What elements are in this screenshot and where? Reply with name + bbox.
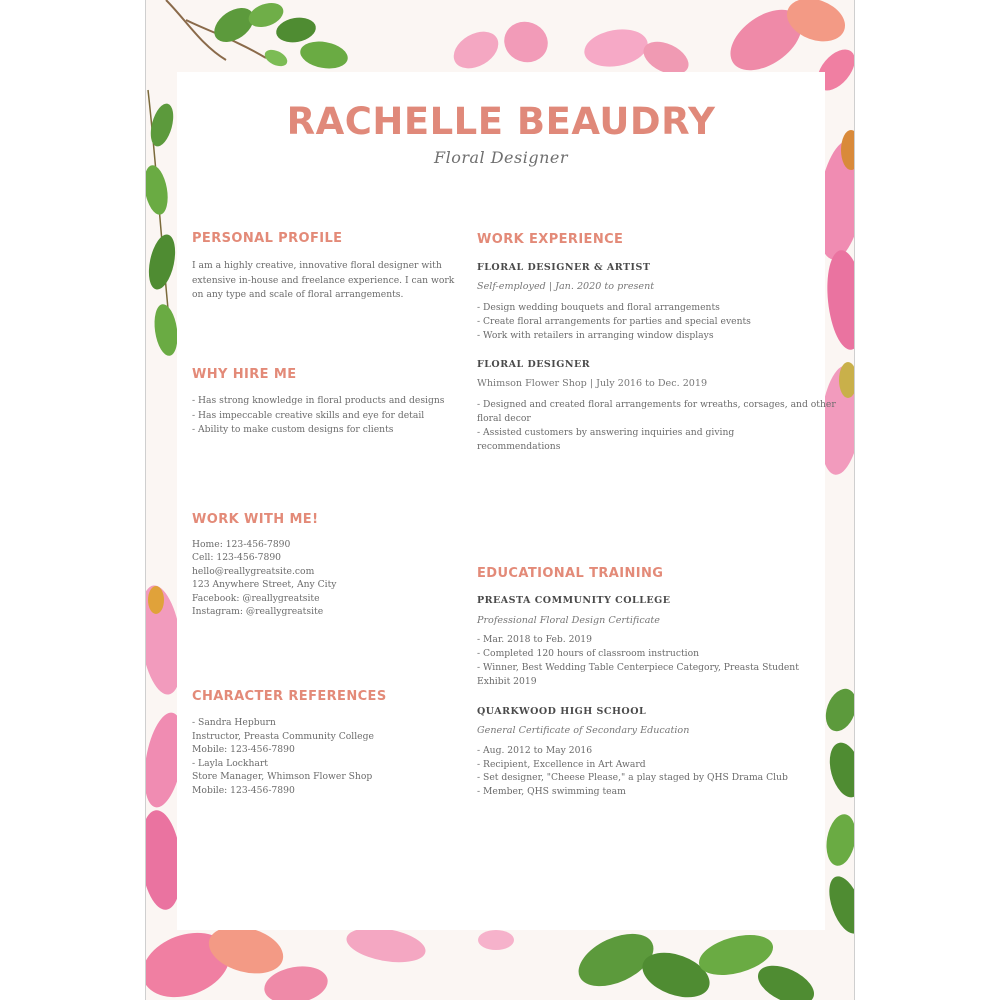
detail-line: - Member, QHS swimming team [477, 785, 626, 797]
contact-address: 123 Anywhere Street, Any City [192, 579, 337, 591]
contact-facebook: Facebook: @reallygreatsite [192, 592, 320, 604]
right-leaves [820, 685, 855, 938]
resume-card [177, 72, 836, 930]
detail-line: - Mar. 2018 to Feb. 2019 [477, 634, 592, 645]
school-details [477, 633, 799, 689]
detail-line: - Completed 120 hours of classroom instruction [477, 648, 700, 659]
reference-line: Mobile: 123-456-7890 [192, 784, 295, 796]
candidate-name: RACHELLE BEAUDRY [286, 100, 716, 143]
work-with-me-heading: WORK WITH ME! [192, 512, 319, 527]
candidate-title: Floral Designer [433, 148, 569, 167]
contact-cell-phone: Cell: 123-456-7890 [192, 552, 282, 564]
detail-line: Exhibit 2019 [477, 676, 537, 687]
contact-email: hello@reallygreatsite.com [192, 565, 315, 577]
work-experience-heading: WORK EXPERIENCE [477, 232, 624, 247]
personal-profile-text [192, 259, 454, 303]
job-subtitle: Self-employed | Jan. 2020 to present [477, 281, 655, 292]
reference-line: - Layla Lockhart [192, 757, 268, 769]
character-references-heading: CHARACTER REFERENCES [192, 689, 387, 704]
why-hire-me-heading: WHY HIRE ME [192, 367, 297, 382]
school-name: PREASTA COMMUNITY COLLEGE [477, 595, 671, 606]
job-title: FLORAL DESIGNER & ARTIST [477, 262, 651, 273]
reference-line: Instructor, Preasta Community College [192, 730, 374, 742]
job-duties [477, 301, 751, 343]
why-hire-me-list [192, 394, 445, 438]
reference-line: Mobile: 123-456-7890 [192, 744, 295, 755]
duty-line: floral decor [477, 413, 531, 424]
detail-line: - Recipient, Excellence in Art Award [477, 758, 646, 770]
educational-training-heading: EDUCATIONAL TRAINING [477, 566, 664, 581]
bottom-floral [146, 919, 820, 1000]
contact-home-phone: Home: 123-456-7890 [192, 539, 291, 550]
detail-line: - Set designer, "Cheese Please," a play staged by QHS Drama Club [477, 772, 788, 783]
duty-line: - Design wedding bouquets and floral arrangements [477, 302, 720, 313]
list-item: - Ability to make custom designs for clients [192, 424, 394, 435]
duty-line: - Create floral arrangements for parties and special events [477, 316, 751, 327]
school-credential: General Certificate of Secondary Education [477, 725, 690, 736]
reference-line: - Sandra Hepburn [192, 717, 276, 728]
duty-line: - Designed and created floral arrangements for wreaths, corsages, and other [477, 399, 836, 410]
detail-line: - Aug. 2012 to May 2016 [477, 745, 593, 756]
school-details [477, 744, 788, 798]
contact-details [192, 538, 336, 618]
contact-instagram: Instagram: @reallygreatsite [192, 606, 324, 618]
duty-line: recommendations [477, 441, 561, 452]
profile-line: on any type and scale of floral arrangements. [192, 289, 404, 300]
left-leaves [146, 90, 181, 357]
references-list [192, 716, 374, 797]
list-item: - Has strong knowledge in floral products and designs [192, 395, 445, 406]
job-title: FLORAL DESIGNER [477, 359, 591, 370]
detail-line: - Winner, Best Wedding Table Centerpiece Category, Preasta Student [477, 662, 799, 673]
reference-line: Store Manager, Whimson Flower Shop [192, 771, 373, 782]
list-item: - Has impeccable creative skills and eye for detail [192, 409, 425, 421]
duty-line: - Work with retailers in arranging window displays [477, 330, 714, 341]
profile-line: extensive in-house and freelance experience. I can work [192, 274, 455, 286]
school-name: QUARKWOOD HIGH SCHOOL [477, 706, 647, 717]
top-left-leaves [166, 0, 350, 72]
duty-line: - Assisted customers by answering inquiries and giving [477, 427, 735, 438]
school-credential: Professional Floral Design Certificate [477, 615, 660, 626]
personal-profile-heading: PERSONAL PROFILE [192, 231, 343, 246]
job-duties [477, 398, 836, 454]
profile-line: I am a highly creative, innovative floral designer with [192, 260, 442, 271]
job-subtitle: Whimson Flower Shop | July 2016 to Dec. 2019 [477, 378, 708, 389]
